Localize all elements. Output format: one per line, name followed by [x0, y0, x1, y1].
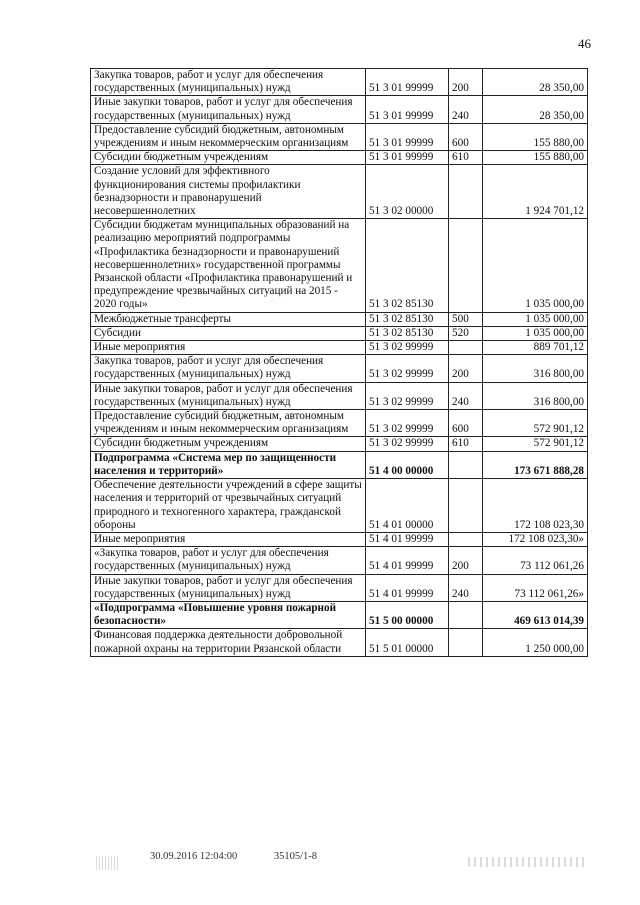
table-row [91, 96, 588, 123]
row-name: Субсидии бюджетам муниципальных образований на реализацию мероприятий подпрограммы «Профилактика безнадзорности и правонарушений несовершеннолетних» государственной программы Рязанской области «Профилактика правонарушений и предупреждение чрезвычайных ситуаций на 2015 - 2020 годы» [91, 219, 366, 312]
row-sum: 572 901,12 [483, 437, 588, 451]
row-code: 51 3 01 99999 [366, 123, 449, 150]
table-row [91, 151, 588, 165]
row-expense-type: 610 [449, 151, 483, 165]
table-row [91, 382, 588, 409]
row-expense-type: 200 [449, 547, 483, 574]
row-sum: 1 250 000,00 [483, 629, 588, 656]
row-sum: 28 350,00 [483, 69, 588, 96]
row-expense-type [449, 165, 483, 219]
row-name: «Закупка товаров, работ и услуг для обеспечения государственных (муниципальных) нужд [91, 547, 366, 574]
row-code: 51 3 02 99999 [366, 437, 449, 451]
row-expense-type [449, 629, 483, 656]
footer-date: 30.09.2016 12:04:00 [150, 851, 238, 862]
table-row [91, 547, 588, 574]
row-expense-type: 600 [449, 410, 483, 437]
stamp-mark-left [96, 856, 118, 870]
row-sum: 1 035 000,00 [483, 219, 588, 312]
row-expense-type [449, 219, 483, 312]
row-code: 51 4 01 99999 [366, 547, 449, 574]
footer [150, 851, 351, 862]
row-name: Межбюджетные трансферты [91, 312, 366, 326]
table-row [91, 437, 588, 451]
row-code: 51 3 02 85130 [366, 326, 449, 340]
table-row [91, 574, 588, 601]
row-sum: 469 613 014,39 [483, 601, 588, 628]
table-row [91, 165, 588, 219]
row-code: 51 3 02 99999 [366, 355, 449, 382]
row-sum: 28 350,00 [483, 96, 588, 123]
row-sum: 316 800,00 [483, 382, 588, 409]
stamp-mark-right [468, 857, 588, 867]
row-code: 51 5 00 00000 [366, 601, 449, 628]
footer-doc-id: 35105/1-8 [273, 851, 318, 862]
row-name: Иные закупки товаров, работ и услуг для обеспечения государственных (муниципальных) нужд [91, 96, 366, 123]
row-sum: 173 671 888,28 [483, 451, 588, 478]
row-code: 51 3 02 85130 [366, 219, 449, 312]
row-name: Закупка товаров, работ и услуг для обеспечения государственных (муниципальных) нужд [91, 355, 366, 382]
row-sum: 172 108 023,30 [483, 479, 588, 533]
row-expense-type [449, 451, 483, 478]
row-expense-type: 520 [449, 326, 483, 340]
row-name: Закупка товаров, работ и услуг для обеспечения государственных (муниципальных) нужд [91, 69, 366, 96]
row-name: Иные мероприятия [91, 532, 366, 546]
page-number: 46 [578, 36, 591, 51]
table-row [91, 219, 588, 312]
row-name: Предоставление субсидий бюджетным, автономным учреждениям и иным некоммерческим организациям [91, 123, 366, 150]
row-name: Подпрограмма «Система мер по защищенности населения и территорий» [91, 451, 366, 478]
table-row [91, 601, 588, 628]
row-name: Иные закупки товаров, работ и услуг для обеспечения государственных (муниципальных) нужд [91, 382, 366, 409]
row-name: Субсидии бюджетным учреждениям [91, 437, 366, 451]
budget-table [90, 68, 588, 657]
row-code: 51 3 01 99999 [366, 96, 449, 123]
row-name: Субсидии [91, 326, 366, 340]
row-expense-type: 600 [449, 123, 483, 150]
row-code: 51 4 01 99999 [366, 532, 449, 546]
row-name: Предоставление субсидий бюджетным, автономным учреждениям и иным некоммерческим организациям [91, 410, 366, 437]
row-expense-type: 200 [449, 355, 483, 382]
row-code: 51 3 01 99999 [366, 69, 449, 96]
row-code: 51 4 00 00000 [366, 451, 449, 478]
row-expense-type: 610 [449, 437, 483, 451]
table-row [91, 410, 588, 437]
row-expense-type: 240 [449, 96, 483, 123]
row-name: Иные мероприятия [91, 341, 366, 355]
row-sum: 155 880,00 [483, 123, 588, 150]
row-sum: 572 901,12 [483, 410, 588, 437]
row-sum: 889 701,12 [483, 341, 588, 355]
row-sum: 73 112 061,26» [483, 574, 588, 601]
table-row [91, 69, 588, 96]
row-expense-type [449, 601, 483, 628]
row-sum: 316 800,00 [483, 355, 588, 382]
row-name: Субсидии бюджетным учреждениям [91, 151, 366, 165]
row-name: Обеспечение деятельности учреждений в сфере защиты населения и территорий от чрезвычайных ситуаций природного и техногенного характера, гражданской обороны [91, 479, 366, 533]
table-row [91, 326, 588, 340]
row-expense-type: 500 [449, 312, 483, 326]
row-sum: 155 880,00 [483, 151, 588, 165]
row-sum: 172 108 023,30» [483, 532, 588, 546]
table-row [91, 355, 588, 382]
table-row [91, 629, 588, 656]
row-sum: 1 035 000,00 [483, 312, 588, 326]
row-name: Финансовая поддержка деятельности добровольной пожарной охраны на территории Рязанской области [91, 629, 366, 656]
row-expense-type [449, 479, 483, 533]
row-code: 51 3 02 00000 [366, 165, 449, 219]
row-expense-type: 240 [449, 382, 483, 409]
table-row [91, 451, 588, 478]
row-expense-type: 200 [449, 69, 483, 96]
row-sum: 1 035 000,00 [483, 326, 588, 340]
row-sum: 73 112 061,26 [483, 547, 588, 574]
row-name: Создание условий для эффективного функционирования системы профилактики безнадзорности и правонарушений несовершеннолетних [91, 165, 366, 219]
table-row [91, 123, 588, 150]
row-code: 51 4 01 99999 [366, 574, 449, 601]
table-row [91, 479, 588, 533]
row-code: 51 3 01 99999 [366, 151, 449, 165]
row-code: 51 3 02 99999 [366, 410, 449, 437]
row-name: «Подпрограмма «Повышение уровня пожарной безопасности» [91, 601, 366, 628]
row-sum: 1 924 701,12 [483, 165, 588, 219]
row-code: 51 3 02 99999 [366, 341, 449, 355]
row-name: Иные закупки товаров, работ и услуг для обеспечения государственных (муниципальных) нужд [91, 574, 366, 601]
row-expense-type [449, 341, 483, 355]
row-code: 51 3 02 85130 [366, 312, 449, 326]
table-row [91, 532, 588, 546]
table-row [91, 312, 588, 326]
row-expense-type: 240 [449, 574, 483, 601]
row-code: 51 3 02 99999 [366, 382, 449, 409]
row-code: 51 4 01 00000 [366, 479, 449, 533]
row-code: 51 5 01 00000 [366, 629, 449, 656]
row-expense-type [449, 532, 483, 546]
table-row [91, 341, 588, 355]
